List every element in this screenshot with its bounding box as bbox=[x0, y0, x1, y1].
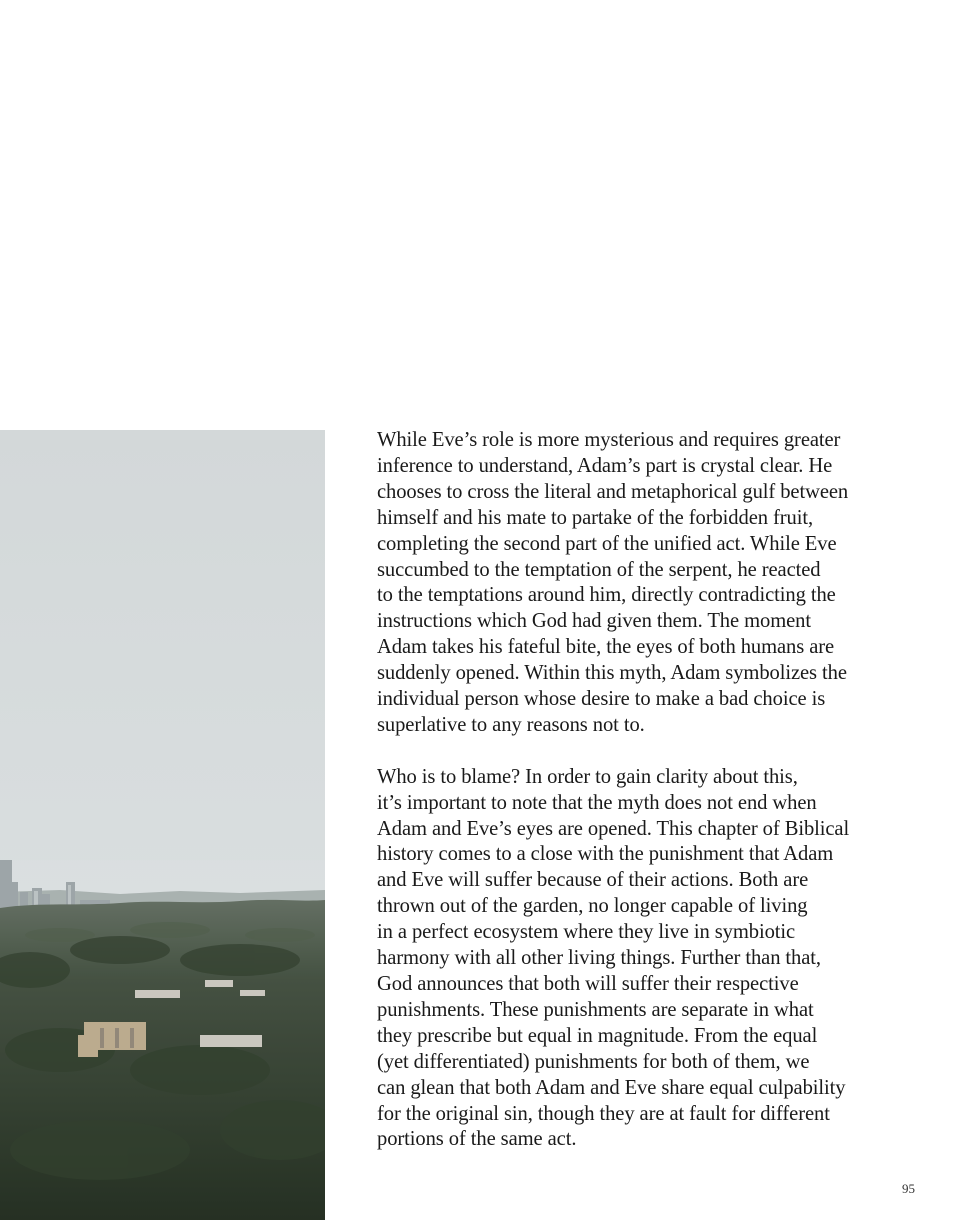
text-line: inference to understand, Adam’s part is crystal clear. He bbox=[377, 454, 833, 477]
text-line: for the original sin, though they are at fault for different bbox=[377, 1102, 830, 1125]
text-line: punishments. These punishments are separate in what bbox=[377, 998, 814, 1021]
text-line: suddenly opened. Within this myth, Adam symbolizes the bbox=[377, 662, 847, 685]
text-line: succumbed to the temptation of the serpent, he reacted bbox=[377, 558, 821, 581]
text-line: in a perfect ecosystem where they live in symbiotic bbox=[377, 921, 796, 944]
text-line: instructions which God had given them. The moment bbox=[377, 610, 811, 633]
text-line: thrown out of the garden, no longer capable of living bbox=[377, 895, 808, 918]
text-line: can glean that both Adam and Eve share equal culpability bbox=[377, 1076, 846, 1099]
landscape-photo bbox=[0, 430, 325, 1220]
text-line: they prescribe but equal in magnitude. From the equal bbox=[377, 1024, 818, 1047]
text-line: history comes to a close with the punishment that Adam bbox=[377, 843, 834, 866]
text-line: Adam takes his fateful bite, the eyes of both humans are bbox=[377, 636, 835, 659]
text-line: individual person whose desire to make a bad choice is bbox=[377, 688, 826, 711]
text-line: portions of the same act. bbox=[377, 1128, 577, 1151]
text-line: himself and his mate to partake of the forbidden fruit, bbox=[377, 506, 813, 529]
paragraph-who-is-to-blame bbox=[377, 765, 897, 1154]
text-line: Adam and Eve’s eyes are opened. This chapter of Biblical bbox=[377, 817, 850, 840]
landscape-photo-graphic bbox=[0, 430, 325, 1220]
text-line: to the temptations around him, directly contradicting the bbox=[377, 584, 836, 607]
text-line: completing the second part of the unified act. While Eve bbox=[377, 532, 837, 555]
text-line: Who is to blame? In order to gain clarity about this, bbox=[377, 765, 798, 788]
text-line: While Eve’s role is more mysterious and requires greater bbox=[377, 429, 841, 451]
page-number: 95 bbox=[902, 1181, 915, 1196]
text-line: superlative to any reasons not to. bbox=[377, 713, 645, 736]
text-line: it’s important to note that the myth does not end when bbox=[377, 791, 817, 814]
body-text bbox=[377, 428, 897, 1153]
text-line: God announces that both will suffer their respective bbox=[377, 973, 799, 996]
text-line: harmony with all other living things. Further than that, bbox=[377, 947, 821, 970]
text-line: and Eve will suffer because of their actions. Both are bbox=[377, 869, 809, 892]
paragraph-adam-role bbox=[377, 428, 897, 739]
text-line: (yet differentiated) punishments for both of them, we bbox=[377, 1050, 810, 1073]
text-line: chooses to cross the literal and metaphorical gulf between bbox=[377, 480, 849, 503]
